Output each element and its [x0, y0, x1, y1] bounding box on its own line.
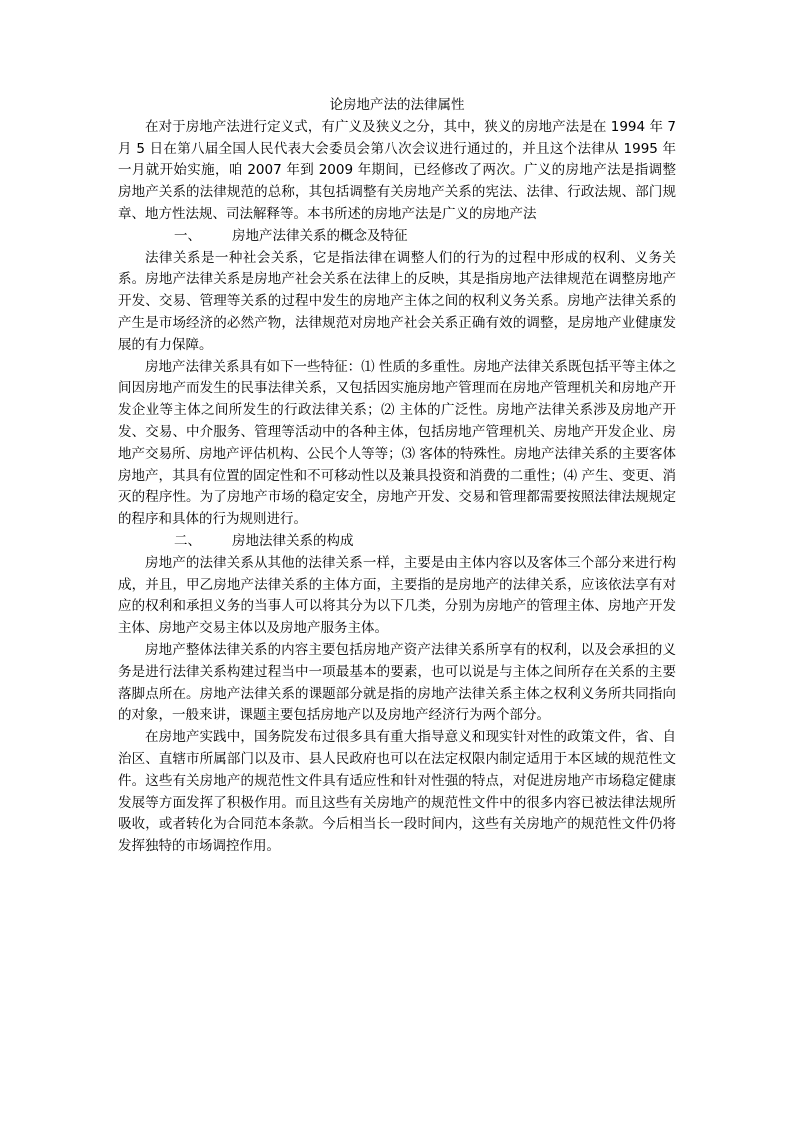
section-2-paragraph-1: 房地产的法律关系从其他的法律关系一样，主要是由主体内容以及客体三个部分来进行构成，并且，甲乙房地产法律关系的主体方面，主要指的是房地产的法律关系，应该依法享有对应的权利和承担义务的当事人可以将其分为以下几类，分别为房地产的管理主体、房地产开发主体、房地产交易主体以及房地产服务主体。 — [118, 554, 676, 637]
section-1-heading — [118, 226, 676, 248]
section-2-number: 二、 — [174, 532, 201, 549]
intro-paragraph: 在对于房地产法进行定义式，有广义及狭义之分，其中，狭义的房地产法是在 1994 年 7 月 5 日在第八届全国人民代表大会委员会第八次会议进行通过的，并且这个法律从 1995 年一月就开始实施，咱 2007 年到 2009 年期间，已经修改了两次。广义的房地产法是指调整房地产关系的法律规范的总称，其包括调整有关房地产关系的宪法、法律、行政法规、部门规章、地方性法规、司法解释等。本书所述的房地产法是广义的房地产法 — [118, 118, 676, 222]
section-1-paragraph-1: 法律关系是一种社会关系，它是指法律在调整人们的行为的过程中形成的权利、义务关系。房地产法律关系是房地产社会关系在法律上的反映，其是指房地产法律规范在调整房地产开发、交易、管理等关系的过程中发生的房地产主体之间的权利义务关系。房地产法律关系的产生是市场经济的必然产物，法律规范对房地产社会关系正确有效的调整，是房地产业健康发展的有力保障。 — [118, 249, 676, 353]
section-2-heading — [118, 531, 676, 553]
section-1-title: 房地产法律关系的概念及特征 — [232, 227, 408, 244]
section-2-title: 房地法律关系的构成 — [232, 532, 354, 549]
document-page — [118, 95, 676, 858]
section-2-paragraph-2: 房地产整体法律关系的内容主要包括房地产资产法律关系所享有的权利，以及会承担的义务是进行法律关系构建过程当中一项最基本的要素，也可以说是与主体之间所存在关系的主要落脚点所在。房地产法律关系的课题部分就是指的房地产法律关系主体之权利义务所共同指向的对象，一般来讲，课题主要包括房地产以及房地产经济行为两个部分。 — [118, 641, 676, 724]
section-2-paragraph-3: 在房地产实践中，国务院发布过很多具有重大指导意义和现实针对性的政策文件，省、自治区、直辖市所属部门以及市、县人民政府也可以在法定权限内制定适用于本区域的规范性文件。这些有关房地产的规范性文件具有适应性和针对性强的特点，对促进房地产市场稳定健康发展等方面发挥了积极作用。而且这些有关房地产的规范性文件中的很多内容已被法律法规所吸收，或者转化为合同范本条款。今后相当长一段时间内，这些有关房地产的规范性文件仍将发挥独特的市场调控作用。 — [118, 729, 676, 855]
section-1-paragraph-2: 房地产法律关系具有如下一些特征：⑴ 性质的多重性。房地产法律关系既包括平等主体之间因房地产而发生的民事法律关系，又包括因实施房地产管理而在房地产管理机关和房地产开发企业等主体之间所发生的行政法律关系；⑵ 主体的广泛性。房地产法律关系涉及房地产开发、交易、中介服务、管理等活动中的各种主体，包括房地产管理机关、房地产开发企业、房地产交易所、房地产评估机构、公民个人等等；⑶ 客体的特殊性。房地产法律关系的主要客体房地产，其具有位置的固定性和不可移动性以及兼具投资和消费的二重性；⑷ 产生、变更、消灭的程序性。为了房地产市场的稳定安全，房地产开发、交易和管理都需要按照法律法规规定的程序和具体的行为规则进行。 — [118, 358, 676, 528]
section-1-number: 一、 — [174, 227, 201, 244]
document-title: 论房地产法的法律属性 — [329, 97, 465, 113]
